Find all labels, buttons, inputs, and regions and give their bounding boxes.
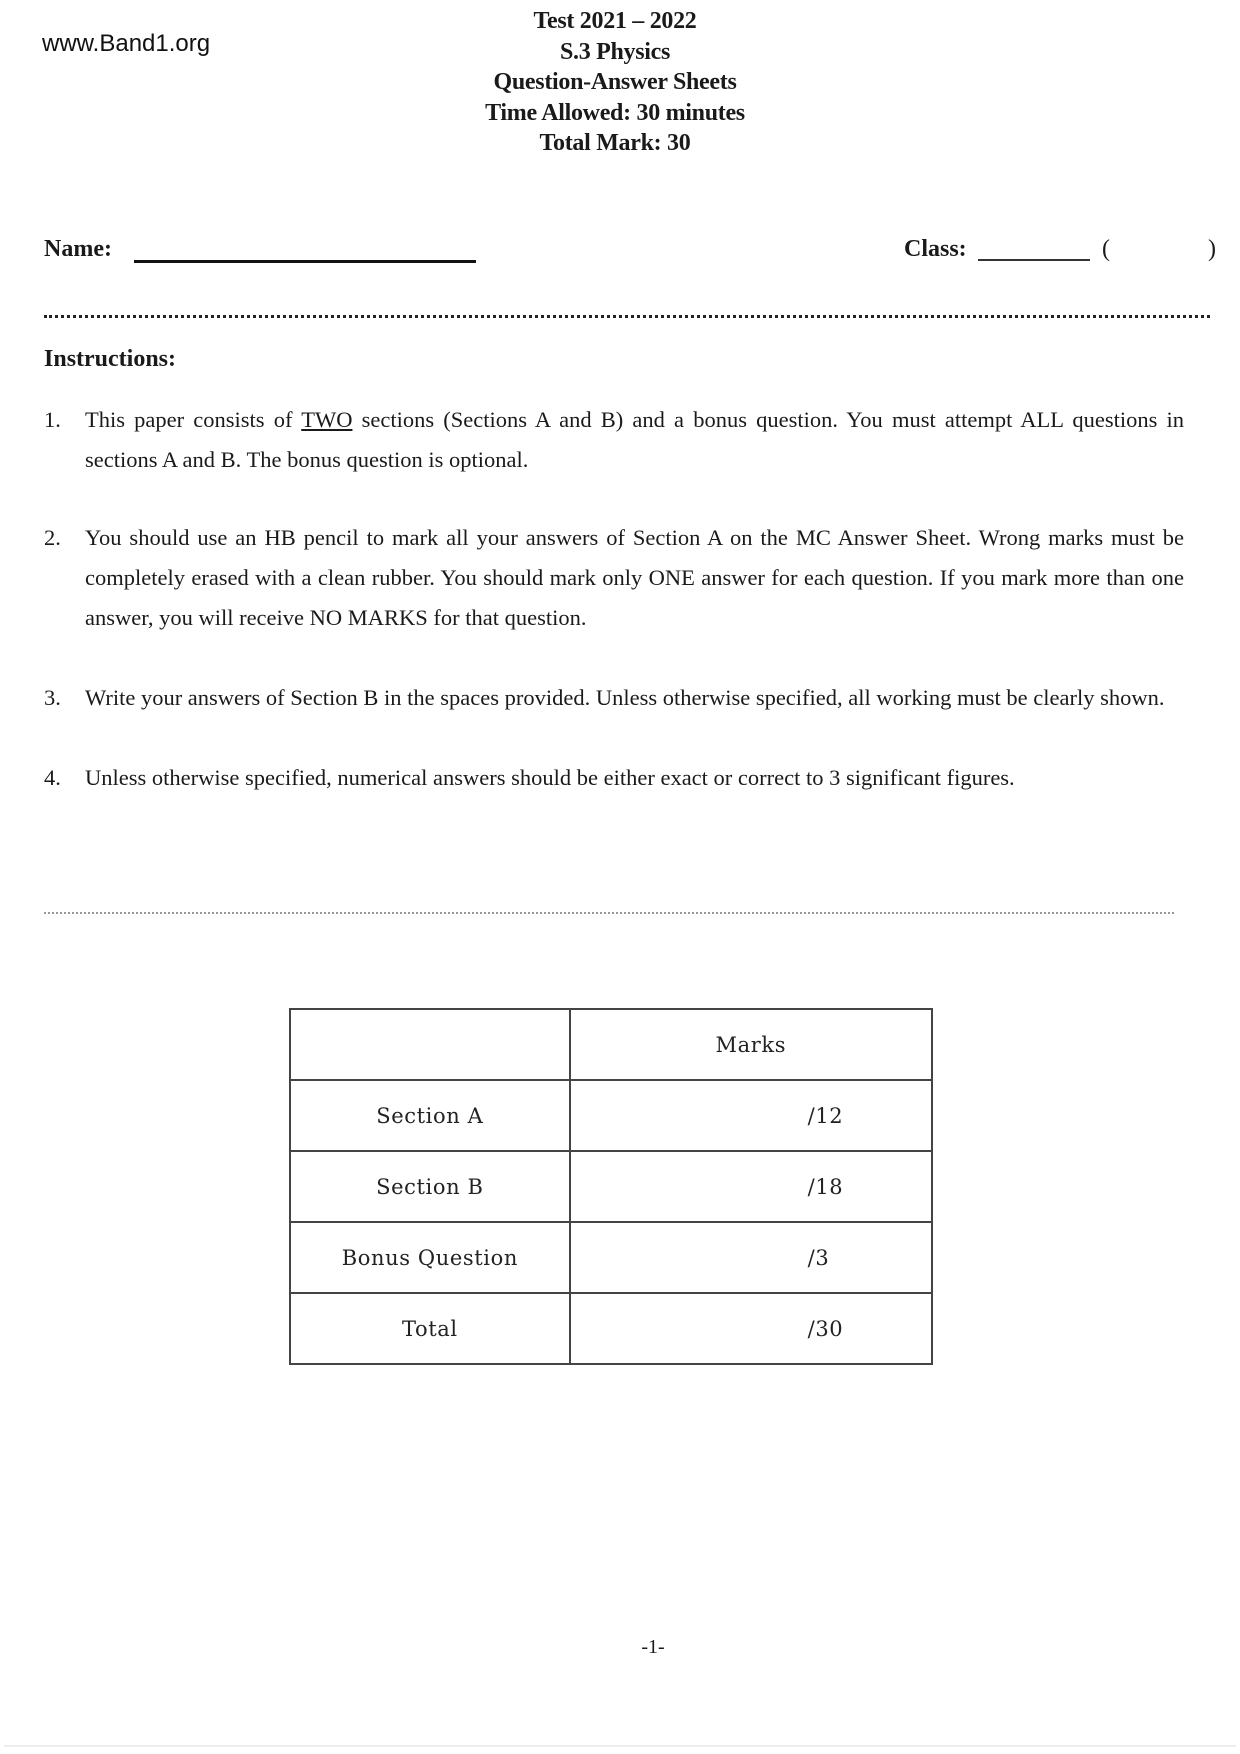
instructions-heading: Instructions: — [44, 346, 177, 372]
table-row — [290, 1222, 932, 1293]
paper-header — [0, 6, 1230, 159]
table-header-cell: Marks — [570, 1009, 932, 1080]
class-field[interactable] — [978, 259, 1090, 261]
instruction-emphasis: TWO — [301, 407, 353, 432]
table-row — [290, 1080, 932, 1151]
instruction-item — [44, 758, 1184, 798]
instruction-item — [44, 518, 1184, 638]
instruction-number: 2. — [44, 525, 61, 550]
marks-cell[interactable]: /3 — [570, 1222, 932, 1293]
time-allowed: Time Allowed: 30 minutes — [485, 99, 745, 126]
dotted-divider-top — [44, 315, 1210, 318]
instruction-number: 4. — [44, 765, 61, 790]
marks-table — [289, 1008, 933, 1365]
page-number: -1- — [641, 1636, 665, 1658]
instruction-text: You should use an HB pencil to mark all your answers of Section A on the MC Answer Sheet. Wrong marks must be completely erased with a clean rubber. You should mark only ONE answer for each question. If you mark more than one answer, you will receive NO MARKS for that question. — [85, 525, 1184, 630]
name-field[interactable] — [134, 260, 476, 263]
page-bottom-edge — [4, 1745, 1236, 1747]
dotted-divider-bottom — [44, 912, 1174, 914]
section-cell: Bonus Question — [290, 1222, 570, 1293]
table-header-row — [290, 1009, 932, 1080]
marks-cell[interactable]: /18 — [570, 1151, 932, 1222]
instruction-text: This paper consists of — [85, 407, 302, 432]
table-row — [290, 1293, 932, 1364]
instruction-number: 1. — [44, 407, 61, 432]
table-header-cell — [290, 1009, 570, 1080]
marks-cell[interactable]: /12 — [570, 1080, 932, 1151]
instructions-list — [44, 400, 1184, 798]
class-number-close-paren: ) — [1208, 236, 1216, 262]
marks-cell[interactable]: /30 — [570, 1293, 932, 1364]
instruction-text: Write your answers of Section B in the spaces provided. Unless otherwise specified, all working must be clearly shown. — [85, 685, 1165, 710]
class-label: Class: — [904, 236, 967, 262]
instruction-text: sections (Sections A and B) and a bonus question. You must attempt ALL questions in sections A and B. The bonus question is optional. — [85, 407, 1185, 472]
section-cell: Section A — [290, 1080, 570, 1151]
name-label: Name: — [44, 236, 112, 262]
subject-title: S.3 Physics — [559, 38, 671, 65]
instruction-text: Unless otherwise specified, numerical answers should be either exact or correct to 3 significant figures. — [85, 765, 1015, 790]
section-cell: Section B — [290, 1151, 570, 1222]
class-number-open-paren: ( — [1102, 236, 1110, 262]
instruction-item — [44, 400, 1184, 480]
instruction-item — [44, 678, 1184, 718]
watermark-url: www.Band1.org — [42, 30, 211, 57]
exam-year: Test 2021 – 2022 — [533, 8, 697, 34]
table-row — [290, 1151, 932, 1222]
paper-type: Question-Answer Sheets — [493, 69, 737, 95]
section-cell: Total — [290, 1293, 570, 1364]
total-mark: Total Mark: 30 — [539, 130, 691, 156]
student-info-row — [44, 236, 1224, 268]
instruction-number: 3. — [44, 685, 61, 710]
